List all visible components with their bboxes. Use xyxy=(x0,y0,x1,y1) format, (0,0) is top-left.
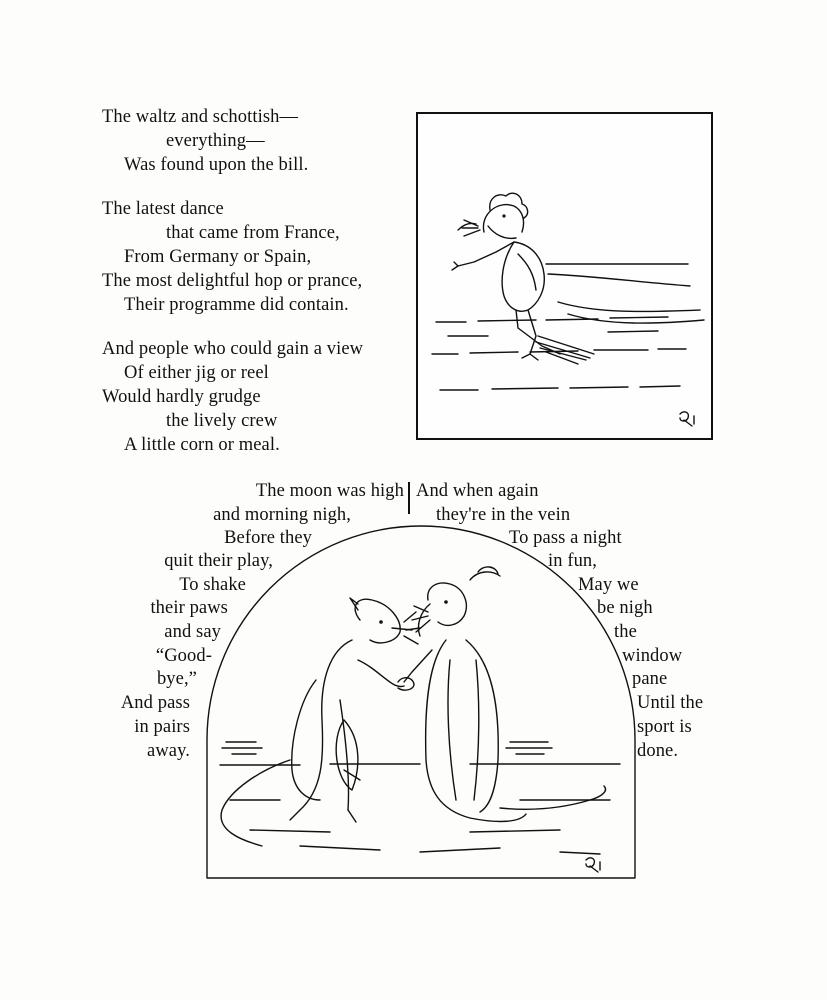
verse-line: they're in the vein xyxy=(436,505,571,525)
verse-line: bye,” xyxy=(156,669,197,689)
verse-line: their paws xyxy=(150,598,228,618)
verse-line: And people who could gain a view xyxy=(102,339,364,359)
verse-line: “Good- xyxy=(155,646,212,666)
verse-line: in pairs xyxy=(134,717,190,737)
verse-line: The waltz and schottish— xyxy=(102,107,299,127)
verse-line: and morning nigh, xyxy=(213,505,351,525)
verse-line: sport is xyxy=(637,717,692,737)
verse-line: done. xyxy=(637,741,679,761)
verse-line: that came from France, xyxy=(166,223,340,243)
verse-line: quit their play, xyxy=(164,551,273,571)
verse-line: Would hardly grudge xyxy=(102,387,261,407)
verse-line: The latest dance xyxy=(102,199,224,219)
verse-line: To pass a night xyxy=(509,528,622,548)
verse-line: window xyxy=(622,646,683,666)
verse-line: The most delightful hop or prance, xyxy=(102,271,363,291)
verse-line: The moon was high xyxy=(255,481,404,501)
verse-line: And pass xyxy=(120,693,190,713)
verse-line: pane xyxy=(632,669,668,689)
verse-line: Was found upon the bill. xyxy=(124,155,309,175)
verse-line: And when again xyxy=(416,481,539,501)
verse-line: the xyxy=(614,622,637,642)
verse-line: From Germany or Spain, xyxy=(124,247,312,267)
verse-line: everything— xyxy=(166,131,265,151)
verse-line: and say xyxy=(164,622,221,642)
verse-line: be nigh xyxy=(597,598,653,618)
verse-line: A little corn or meal. xyxy=(124,435,280,455)
verse-line: the lively crew xyxy=(166,411,278,431)
verse-line: To shake xyxy=(179,575,246,595)
verse-line: Their programme did contain. xyxy=(124,295,349,315)
verse-line: away. xyxy=(147,741,190,761)
verse-line: in fun, xyxy=(548,551,598,571)
verse-line: May we xyxy=(578,575,639,595)
verse-line: Before they xyxy=(224,528,312,548)
verse-line: Of either jig or reel xyxy=(124,363,269,383)
verse-line: Until the xyxy=(637,693,704,713)
